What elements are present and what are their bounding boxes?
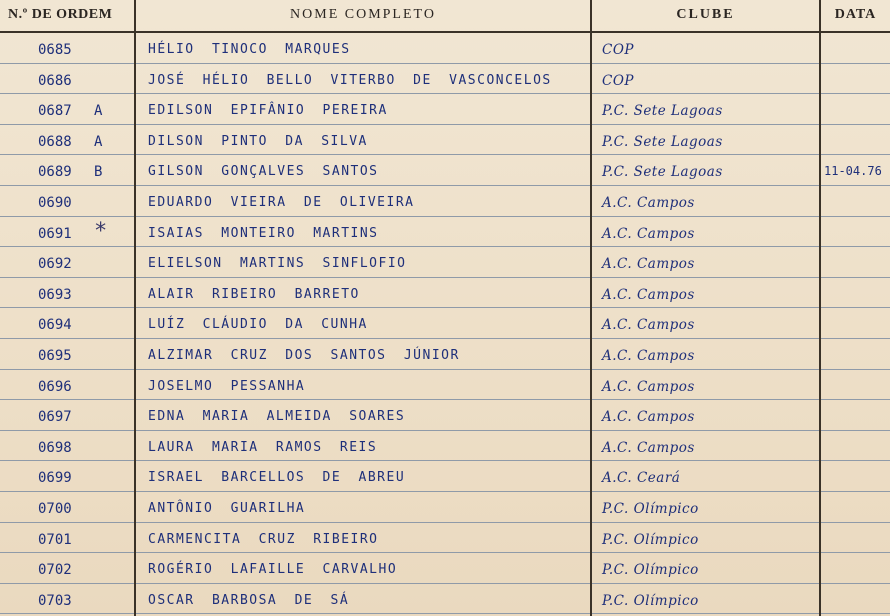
column-divider-nome bbox=[590, 0, 592, 616]
column-divider-clube bbox=[819, 0, 821, 616]
ordem-number: 0692 bbox=[38, 256, 72, 273]
club-name: P.C. Olímpico bbox=[602, 562, 699, 579]
full-name: EDUARDO VIEIRA DE OLIVEIRA bbox=[148, 194, 415, 210]
ordem-number: 0701 bbox=[38, 531, 72, 548]
club-name: COP bbox=[602, 72, 634, 89]
full-name: CARMENCITA CRUZ RIBEIRO bbox=[148, 531, 379, 547]
full-name: LUÍZ CLÁUDIO DA CUNHA bbox=[148, 317, 368, 333]
club-name: COP bbox=[602, 42, 634, 58]
full-name: EDILSON EPIFÂNIO PEREIRA bbox=[148, 103, 388, 119]
full-name: OSCAR BARBOSA DE SÁ bbox=[148, 592, 350, 608]
ordem-number: 0691 bbox=[38, 225, 72, 242]
ordem-number: 0700 bbox=[38, 500, 72, 517]
ordem-number: 0688 bbox=[38, 133, 72, 150]
ordem-number: 0687 bbox=[38, 103, 72, 120]
ordem-number: 0695 bbox=[38, 347, 72, 364]
full-name: HÉLIO TINOCO MARQUES bbox=[148, 42, 351, 57]
ordem-number: 0690 bbox=[38, 194, 72, 211]
entry-date: 11-04.76 bbox=[824, 164, 882, 179]
ordem-number: 0703 bbox=[38, 592, 72, 609]
ordem-number: 0699 bbox=[38, 470, 72, 487]
full-name: JOSÉ HÉLIO BELLO VITERBO DE VASCONCELOS bbox=[148, 72, 552, 88]
full-name: ISRAEL BARCELLOS DE ABREU bbox=[148, 470, 406, 486]
header-ordem: N.º DE ORDEM bbox=[8, 7, 113, 22]
full-name: ALAIR RIBEIRO BARRETO bbox=[148, 286, 360, 302]
header-nome: NOME COMPLETO bbox=[290, 7, 436, 22]
column-divider-ordem bbox=[134, 0, 136, 616]
ordem-number: 0693 bbox=[38, 286, 72, 303]
full-name: ELIELSON MARTINS SINFLOFIO bbox=[148, 256, 407, 272]
ordem-number: 0698 bbox=[38, 439, 72, 456]
full-name: ROGÉRIO LAFAILLE CARVALHO bbox=[148, 562, 398, 578]
club-name: P.C. Olímpico bbox=[602, 592, 699, 609]
ordem-number: 0694 bbox=[38, 317, 72, 334]
ordem-number: 0696 bbox=[38, 378, 72, 395]
ordem-mark: * bbox=[94, 218, 108, 244]
club-name: P.C. Olímpico bbox=[602, 500, 699, 517]
club-name: P.C. Sete Lagoas bbox=[602, 103, 723, 120]
club-name: A.C. Campos bbox=[602, 256, 695, 273]
ordem-number: 0697 bbox=[38, 409, 72, 426]
full-name: GILSON GONÇALVES SANTOS bbox=[148, 164, 379, 180]
club-name: A.C. Ceará bbox=[602, 470, 681, 487]
club-name: A.C. Campos bbox=[602, 347, 695, 364]
full-name: LAURA MARIA RAMOS REIS bbox=[148, 439, 378, 455]
ordem-number: 0685 bbox=[38, 42, 72, 58]
header-data: DATA bbox=[834, 7, 877, 22]
full-name: DILSON PINTO DA SILVA bbox=[148, 133, 368, 149]
club-name: P.C. Sete Lagoas bbox=[602, 164, 723, 181]
ordem-mark: B bbox=[94, 164, 103, 181]
club-name: A.C. Campos bbox=[602, 317, 695, 334]
full-name: ANTÔNIO GUARILHA bbox=[148, 500, 306, 516]
club-name: A.C. Campos bbox=[602, 286, 695, 303]
header-clube: CLUBE bbox=[676, 7, 735, 22]
full-name: JOSELMO PESSANHA bbox=[148, 378, 306, 394]
club-name: P.C. Olímpico bbox=[602, 531, 699, 548]
ordem-number: 0689 bbox=[38, 164, 72, 181]
club-name: P.C. Sete Lagoas bbox=[602, 133, 723, 150]
club-name: A.C. Campos bbox=[602, 439, 695, 456]
club-name: A.C. Campos bbox=[602, 378, 695, 395]
club-name: A.C. Campos bbox=[602, 225, 695, 242]
full-name: EDNA MARIA ALMEIDA SOARES bbox=[148, 409, 406, 425]
ordem-number: 0702 bbox=[38, 562, 72, 579]
ordem-number: 0686 bbox=[38, 72, 72, 89]
full-name: ISAIAS MONTEIRO MARTINS bbox=[148, 225, 379, 241]
full-name: ALZIMAR CRUZ DOS SANTOS JÚNIOR bbox=[148, 347, 460, 363]
ordem-mark: A bbox=[94, 133, 103, 150]
club-name: A.C. Campos bbox=[602, 409, 695, 426]
ordem-mark: A bbox=[94, 103, 103, 120]
club-name: A.C. Campos bbox=[602, 194, 695, 211]
